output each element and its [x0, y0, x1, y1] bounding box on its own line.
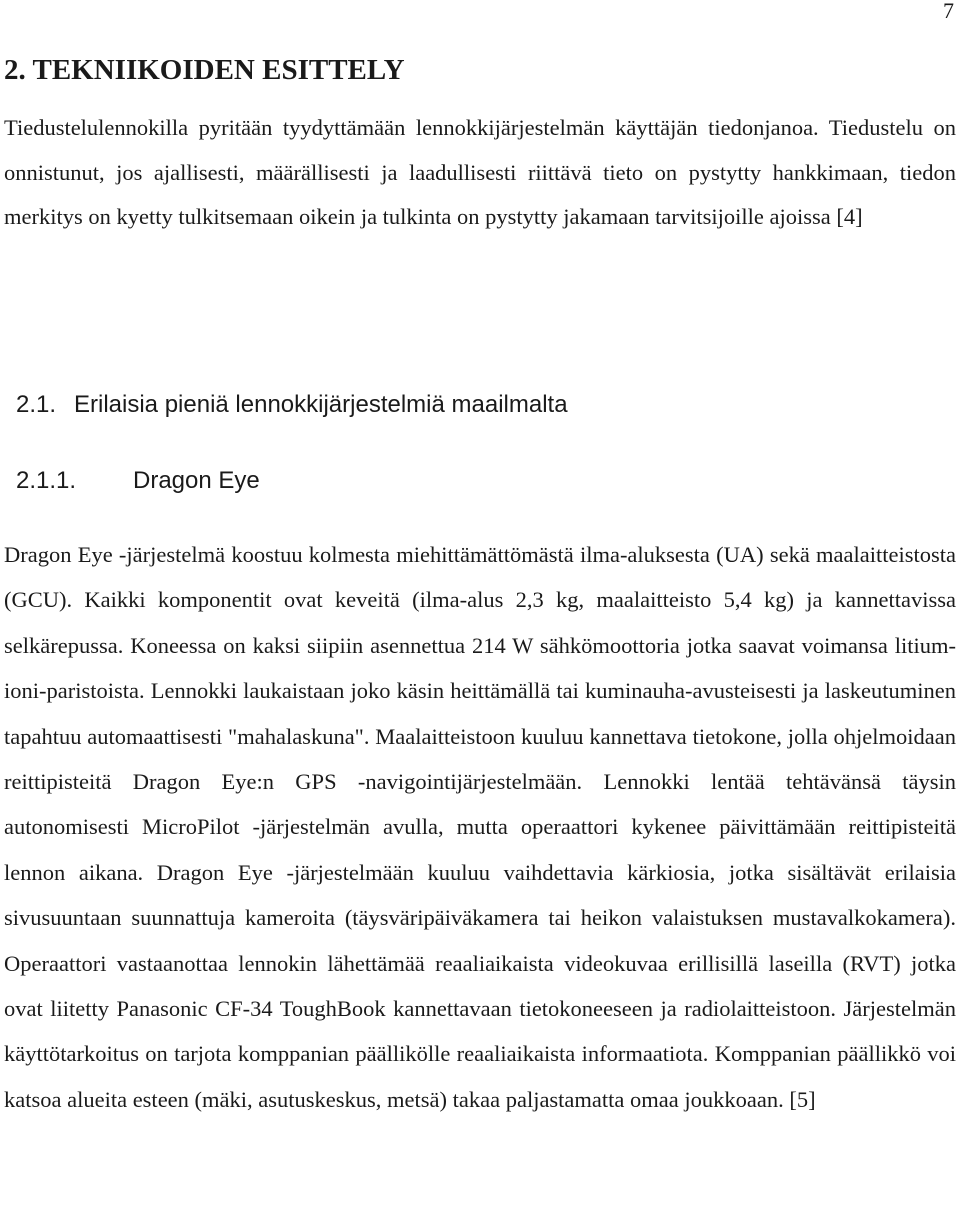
- subsection-heading: [16, 464, 260, 498]
- section-heading: [16, 388, 568, 422]
- subsection-title: Dragon Eye: [133, 467, 260, 494]
- page-number: 7: [943, 0, 954, 23]
- dragon-eye-paragraph: Dragon Eye -järjestelmä koostuu kolmesta miehittämättömästä ilma-aluksesta (UA) sekä maalaitteistosta (GCU). Kaikki komponentit ovat keveitä (ilma-alus 2,3 kg, maalaitteisto 5,4 kg) ja kannettavissa selkärepussa. Koneessa on kaksi siipiin asennettua 214 W sähkömoottoria jotka saavat voimansa litium-ioni-paristoista. Lennokki laukaistaan joko käsin heittämällä tai kuminauha-avusteisesti ja laskeutuminen tapahtuu automaattisesti "mahalaskuna". Maalaitteistoon kuuluu kannettava tietokone, jolla ohjelmoidaan reittipisteitä Dragon Eye:n GPS -navigointijärjestelmään. Lennokki lentää tehtävänsä täysin autonomisesti MicroPilot -järjestelmän avulla, mutta operaattori kykenee päivittämään reittipisteitä lennon aikana. Dragon Eye -järjestelmään kuuluu vaihdettavia kärkiosia, jotka sisältävät erilaisia sivusuuntaan suunnattuja kameroita (täysväripäiväkamera tai heikon valaistuksen mustavalkokamera). Operaattori vastaanottaa lennokin lähettämää reaaliaikaista videokuvaa erillisillä laseilla (RVT) jotka ovat liitetty Panasonic CF-34 ToughBook kannettavaan tietokoneeseen ja radiolaitteistoon. Järjestelmän käyttötarkoitus on tarjota komppanian päällikölle reaaliaikaista informaatiota. Komppanian päällikkö voi katsoa alueita esteen (mäki, asutuskeskus, metsä) takaa paljastamatta omaa joukkoaan. [5]: [4, 542, 956, 1112]
- section-title: Erilaisia pieniä lennokkijärjestelmiä maailmalta: [74, 391, 568, 418]
- section-number: 2.1.: [16, 391, 57, 418]
- subsection-number: 2.1.1.: [16, 467, 77, 494]
- intro-paragraph: Tiedustelulennokilla pyritään tyydyttämään lennokkijärjestelmän käyttäjän tiedonjanoa. Tiedustelu on onnistunut, jos ajallisesti, määrällisesti ja laadullisesti riittävä tieto on pystytty hankkimaan, tiedon merkitys on kyetty tulkitsemaan oikein ja tulkinta on pystytty jakamaan tarvitsijoille ajoissa [4]: [4, 115, 956, 229]
- chapter-title: 2. TEKNIIKOIDEN ESITTELY: [4, 54, 405, 86]
